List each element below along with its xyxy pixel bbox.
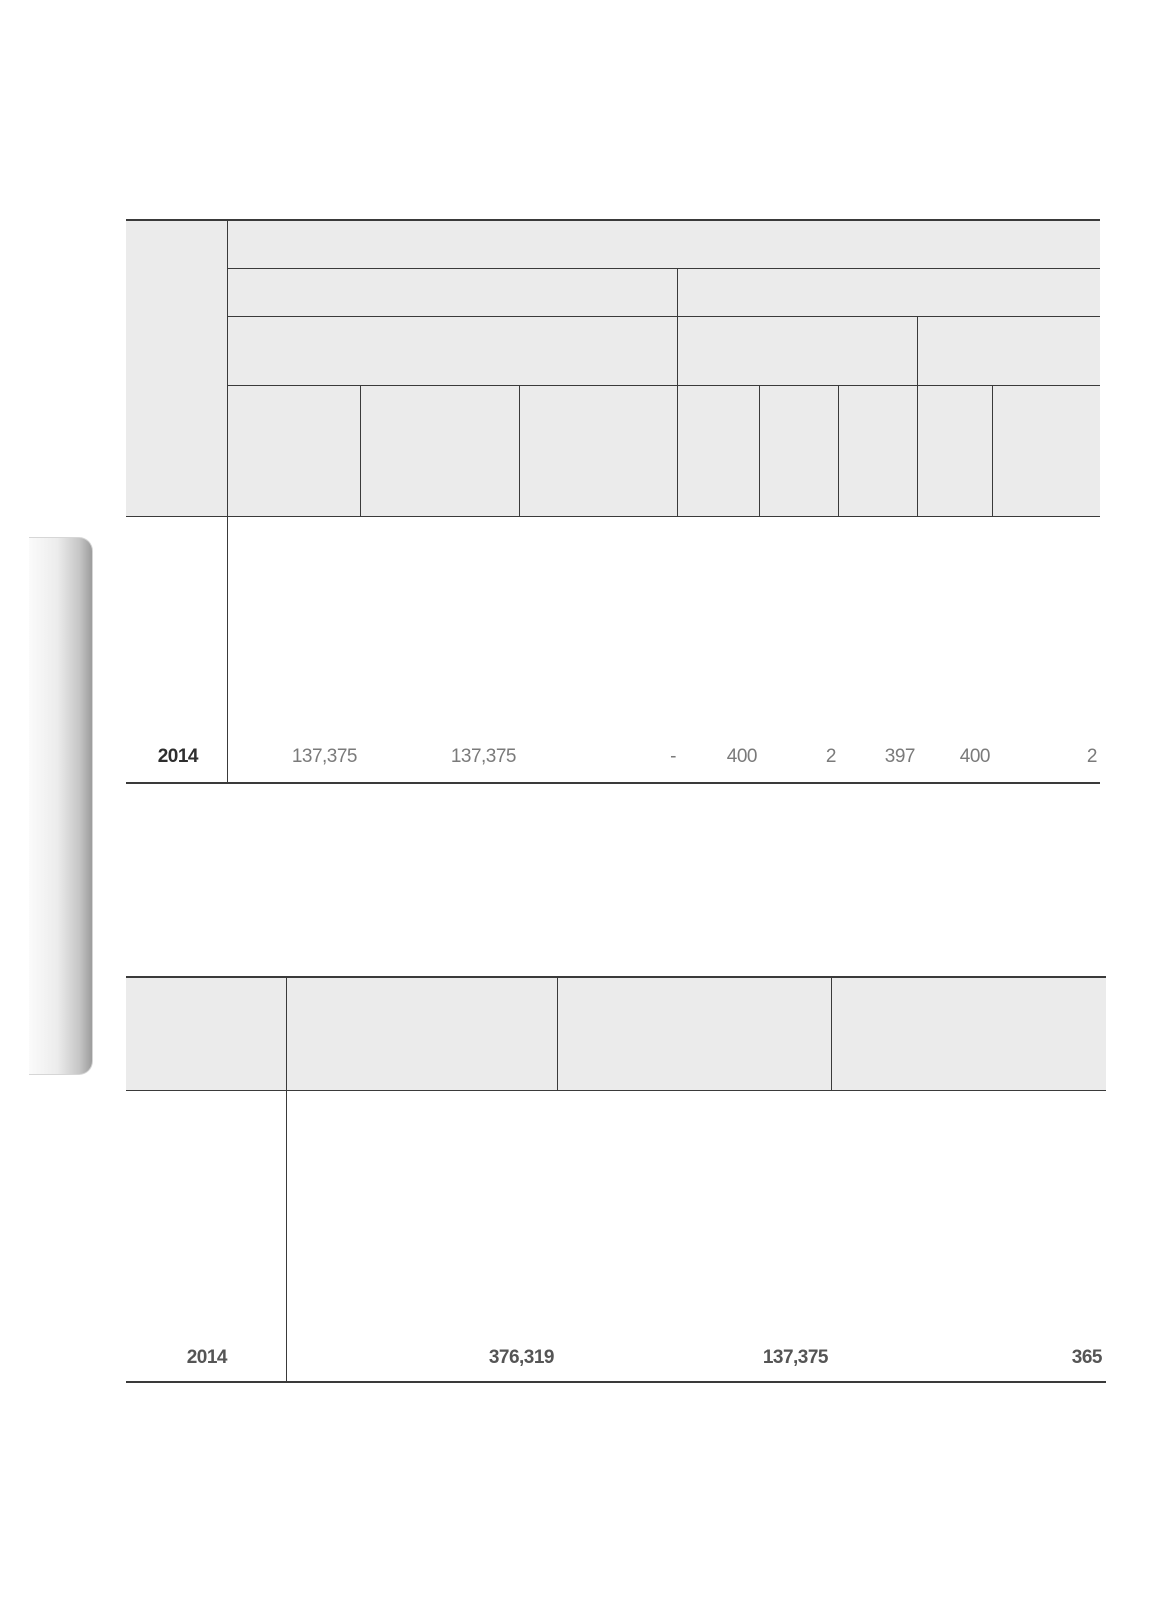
table-1-col-divider xyxy=(838,385,839,516)
table-1-top-rule xyxy=(126,219,1100,221)
table-1-col-divider xyxy=(759,385,760,516)
table-1-header-bottom-rule xyxy=(126,516,1100,517)
table-2-top-rule xyxy=(126,976,1106,978)
table-1-header-year-cell xyxy=(126,220,227,516)
table-1-col-divider xyxy=(992,385,993,516)
table-2-bottom-rule xyxy=(126,1381,1106,1383)
table-2-cell: 365 xyxy=(1071,1347,1102,1368)
table-1-header-rule-2 xyxy=(228,316,1100,317)
table-1-year-divider xyxy=(227,220,228,782)
table-1-header-rule-3 xyxy=(228,385,1100,386)
table-2-header-bottom-rule xyxy=(126,1090,1106,1091)
table-2-col-divider xyxy=(557,977,558,1090)
table-1-year-cell: 2014 xyxy=(157,746,198,767)
table-1-cell: 137,375 xyxy=(450,746,516,767)
table-1-cell: 400 xyxy=(959,746,990,767)
table-1-col-divider xyxy=(519,385,520,516)
table-2-cell: 376,319 xyxy=(488,1347,554,1368)
table-1-cell: - xyxy=(670,746,676,767)
table-1-bottom-rule xyxy=(126,782,1100,784)
table-2-col-divider xyxy=(831,977,832,1090)
table-1-header-group-cells xyxy=(228,220,1100,516)
table-1-col-divider xyxy=(360,385,361,516)
table-1-cell: 2 xyxy=(825,746,836,767)
table-1-header-rule-1 xyxy=(228,268,1100,269)
table-2-header-cells xyxy=(126,977,1106,1090)
table-1-cell: 137,375 xyxy=(291,746,357,767)
table-1-cell: 400 xyxy=(726,746,757,767)
table-2-year-cell: 2014 xyxy=(186,1347,227,1368)
table-1-col-divider xyxy=(677,268,678,516)
table-1-cell: 2 xyxy=(1086,746,1097,767)
table-2-cell: 137,375 xyxy=(762,1347,828,1368)
table-1-cell: 397 xyxy=(884,746,915,767)
side-tab xyxy=(29,537,93,1075)
table-1-col-divider xyxy=(917,316,918,516)
table-2-year-divider xyxy=(286,977,287,1381)
